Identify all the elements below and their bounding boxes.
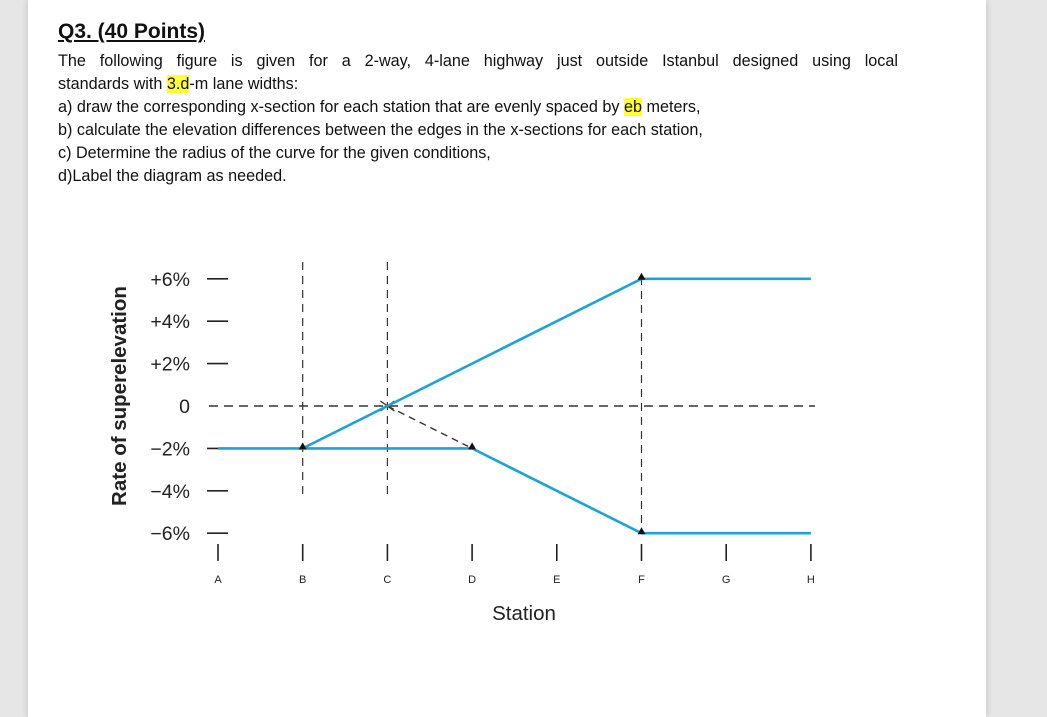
y-tick-label: +6% <box>150 268 190 291</box>
x-tick-label: A <box>214 574 222 586</box>
series-inner-edge <box>218 448 811 533</box>
y-tick-label: −6% <box>150 523 190 546</box>
question-line-1: The following figure is given for a 2-way, 4-lane highway just outside Istanbul designed using local <box>58 52 898 70</box>
x-tick-label: D <box>468 574 477 586</box>
marker-F <box>638 273 646 280</box>
item-b: b) calculate the elevation differences between the edges in the x-sections for each station, <box>58 121 703 139</box>
highlight-lane-width: 3.d <box>166 75 190 93</box>
x-tick-label: H <box>806 574 815 586</box>
x-tick-label: E <box>553 574 561 586</box>
x-tick-label: G <box>721 574 731 586</box>
highlight-spacing: eb <box>623 98 642 116</box>
item-c: c) Determine the radius of the curve for the given conditions, <box>58 144 491 162</box>
item-a: a) draw the corresponding x-section for each station that are evenly spaced by eb meters, <box>58 98 701 116</box>
question-title: Q3. (40 Points) <box>58 20 206 43</box>
y-axis-label: Rate of superelevation <box>108 286 131 506</box>
x-axis-label: Station <box>492 602 556 625</box>
y-tick-label: +2% <box>150 353 190 376</box>
marker-D <box>468 442 476 449</box>
y-tick-label: −4% <box>150 480 190 503</box>
y-tick-label: 0 <box>179 396 190 418</box>
series-outer-edge <box>303 279 811 449</box>
item-d: d)Label the diagram as needed. <box>58 167 287 185</box>
x-tick-label: F <box>638 574 645 586</box>
x-tick-label: B <box>299 574 307 586</box>
dashed-continuation <box>387 406 468 446</box>
x-tick-label: C <box>383 574 392 586</box>
question-line-2: standards with 3.d-m lane widths: <box>58 75 299 93</box>
y-tick-label: −2% <box>150 438 190 461</box>
y-tick-label: +4% <box>150 311 190 334</box>
